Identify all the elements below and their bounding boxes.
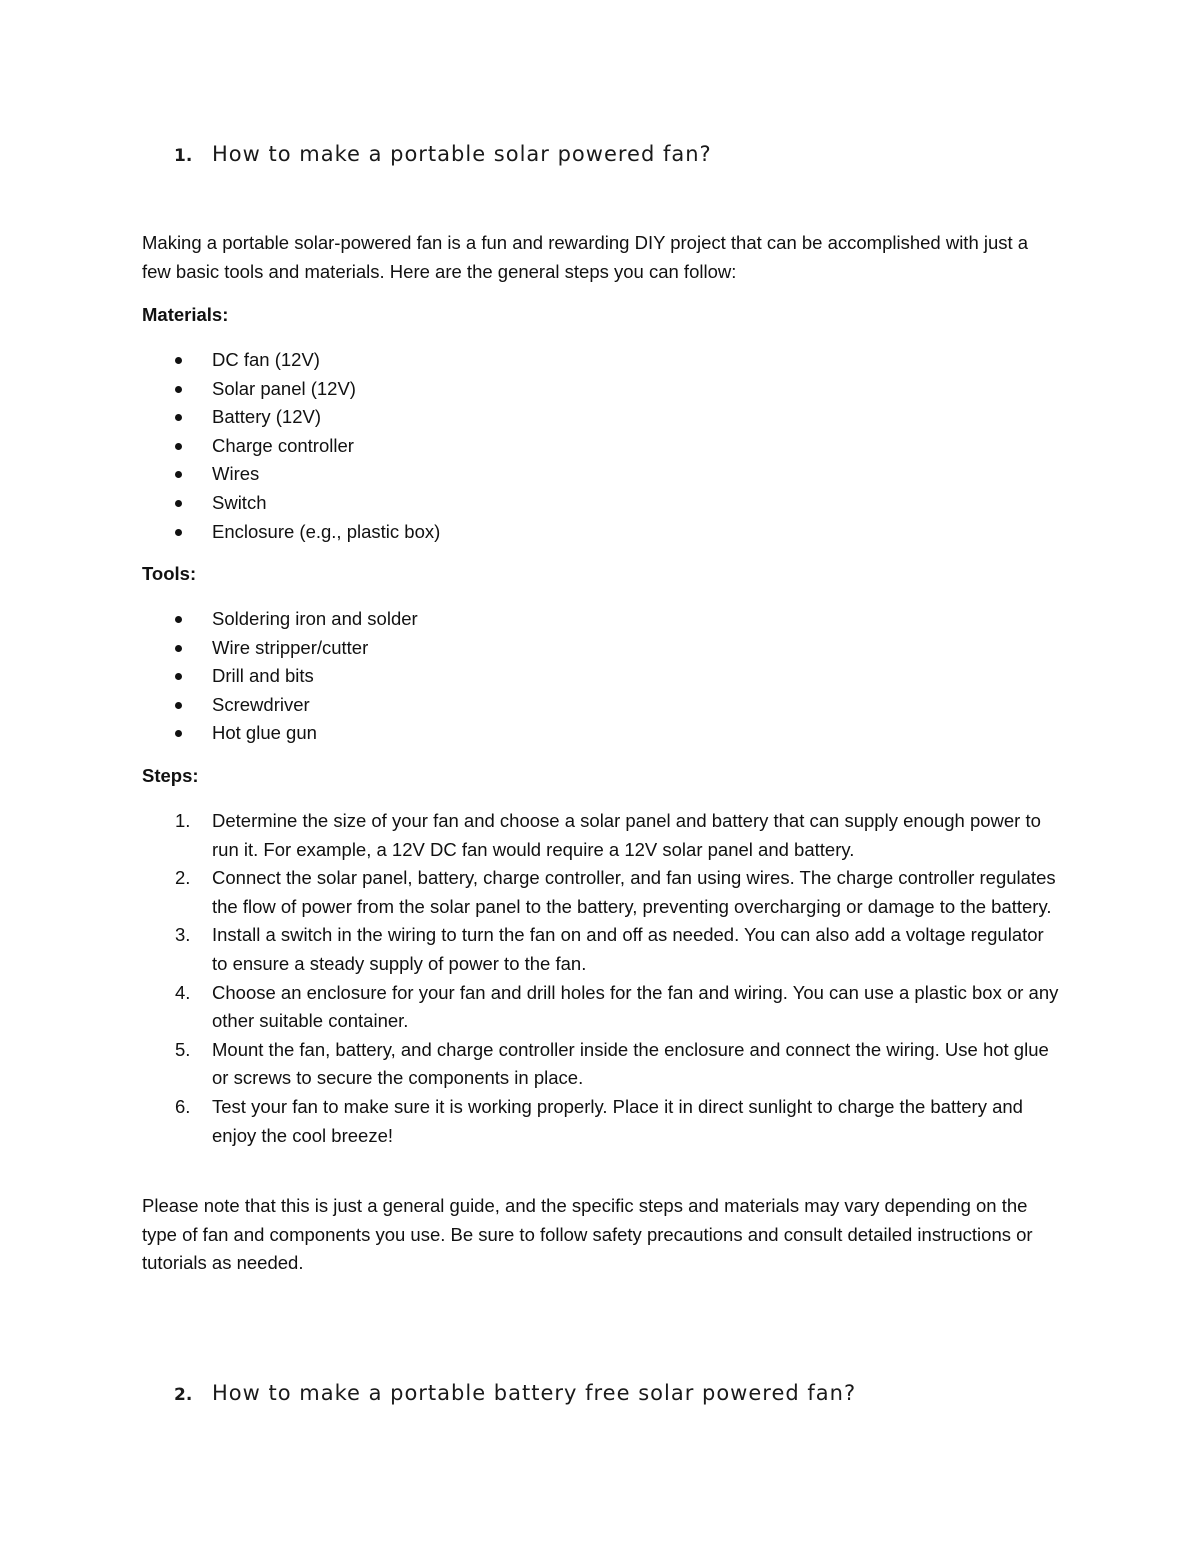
bullet-icon bbox=[175, 386, 182, 393]
list-item-text: Soldering iron and solder bbox=[212, 608, 418, 629]
list-item bbox=[142, 691, 418, 720]
list-item-text: Battery (12V) bbox=[212, 406, 321, 428]
section-heading-2 bbox=[174, 1381, 856, 1405]
list-item bbox=[142, 605, 418, 634]
list-item bbox=[142, 403, 440, 432]
list-item bbox=[142, 662, 418, 691]
step-number: 4. bbox=[175, 981, 191, 1003]
step-number: 3. bbox=[175, 924, 191, 946]
list-item bbox=[142, 432, 440, 461]
bullet-icon bbox=[175, 616, 182, 623]
step-text: Install a switch in the wiring to turn the fan on and off as needed. You can also add a voltage regulator to ensure a steady supply of power to the fan. bbox=[212, 924, 1044, 974]
step-number: 2. bbox=[175, 867, 191, 889]
list-item-text: Wire stripper/cutter bbox=[212, 636, 369, 658]
heading-number: 2. bbox=[174, 1385, 193, 1405]
list-item-text: Hot glue gun bbox=[212, 722, 317, 744]
bullet-icon bbox=[175, 500, 182, 507]
bullet-icon bbox=[175, 471, 182, 478]
tools-list bbox=[142, 605, 418, 748]
step-item bbox=[142, 1093, 1062, 1150]
list-item-text: Charge controller bbox=[212, 434, 354, 456]
bullet-icon bbox=[175, 730, 182, 737]
bullet-icon bbox=[175, 357, 182, 364]
step-item bbox=[142, 921, 1062, 978]
list-item bbox=[142, 719, 418, 748]
section-heading-1 bbox=[174, 142, 712, 166]
list-item bbox=[142, 375, 440, 404]
steps-label: Steps: bbox=[142, 765, 199, 786]
bullet-icon bbox=[175, 673, 182, 680]
bullet-icon bbox=[175, 702, 182, 709]
materials-list bbox=[142, 346, 440, 546]
list-item-text: Screwdriver bbox=[212, 693, 310, 715]
list-item bbox=[142, 518, 440, 547]
list-item-text: Switch bbox=[212, 491, 267, 513]
list-item bbox=[142, 460, 440, 489]
list-item-text: Wires bbox=[212, 463, 260, 485]
list-item bbox=[142, 634, 418, 663]
step-text: Connect the solar panel, battery, charge controller, and fan using wires. The charge controller regulates the flow of power from the solar panel to the battery, preventing overcharging or damage to the battery. bbox=[212, 867, 1056, 917]
list-item bbox=[142, 346, 440, 375]
list-item bbox=[142, 489, 440, 518]
bullet-icon bbox=[175, 529, 182, 536]
materials-label: Materials: bbox=[142, 304, 229, 325]
tools-label: Tools: bbox=[142, 563, 197, 584]
list-item-text: Drill and bits bbox=[212, 665, 314, 687]
bullet-icon bbox=[175, 414, 182, 421]
step-text: Mount the fan, battery, and charge controller inside the enclosure and connect the wiring. Use hot glue or screws to secure the components in place. bbox=[212, 1038, 1049, 1089]
bullet-icon bbox=[175, 645, 182, 652]
step-item bbox=[142, 979, 1062, 1036]
list-item-text: Enclosure (e.g., plastic box) bbox=[212, 520, 441, 542]
step-number: 6. bbox=[175, 1095, 191, 1117]
intro-paragraph: Making a portable solar-powered fan is a fun and rewarding DIY project that can be accomplished with just a few basic tools and materials. Here are the general steps you can follow: bbox=[142, 232, 1029, 282]
list-item-text: Solar panel (12V) bbox=[212, 377, 356, 399]
step-text: Test your fan to make sure it is working properly. Place it in direct sunlight to charge the battery and enjoy the cool breeze! bbox=[212, 1095, 1023, 1146]
steps-list bbox=[142, 807, 1062, 1150]
step-item bbox=[142, 864, 1062, 921]
bullet-icon bbox=[175, 443, 182, 450]
closing-paragraph: Please note that this is just a general guide, and the specific steps and materials may vary depending on the type of fan and components you use. Be sure to follow safety precautions and consult detailed instructions or tutorials as needed. bbox=[142, 1195, 1033, 1274]
list-item-text: DC fan (12V) bbox=[212, 349, 320, 370]
step-number: 1. bbox=[175, 810, 191, 831]
heading-number: 1. bbox=[174, 146, 193, 166]
heading-text: How to make a portable battery free solar powered fan? bbox=[212, 1381, 857, 1405]
step-item bbox=[142, 1036, 1062, 1093]
step-number: 5. bbox=[175, 1038, 191, 1060]
step-item bbox=[142, 807, 1062, 864]
step-text: Determine the size of your fan and choose a solar panel and battery that can supply enough power to run it. For example, a 12V DC fan would require a 12V solar panel and battery. bbox=[212, 810, 1041, 860]
step-text: Choose an enclosure for your fan and drill holes for the fan and wiring. You can use a plastic box or any other suitable container. bbox=[212, 981, 1059, 1032]
heading-text: How to make a portable solar powered fan? bbox=[212, 142, 712, 166]
